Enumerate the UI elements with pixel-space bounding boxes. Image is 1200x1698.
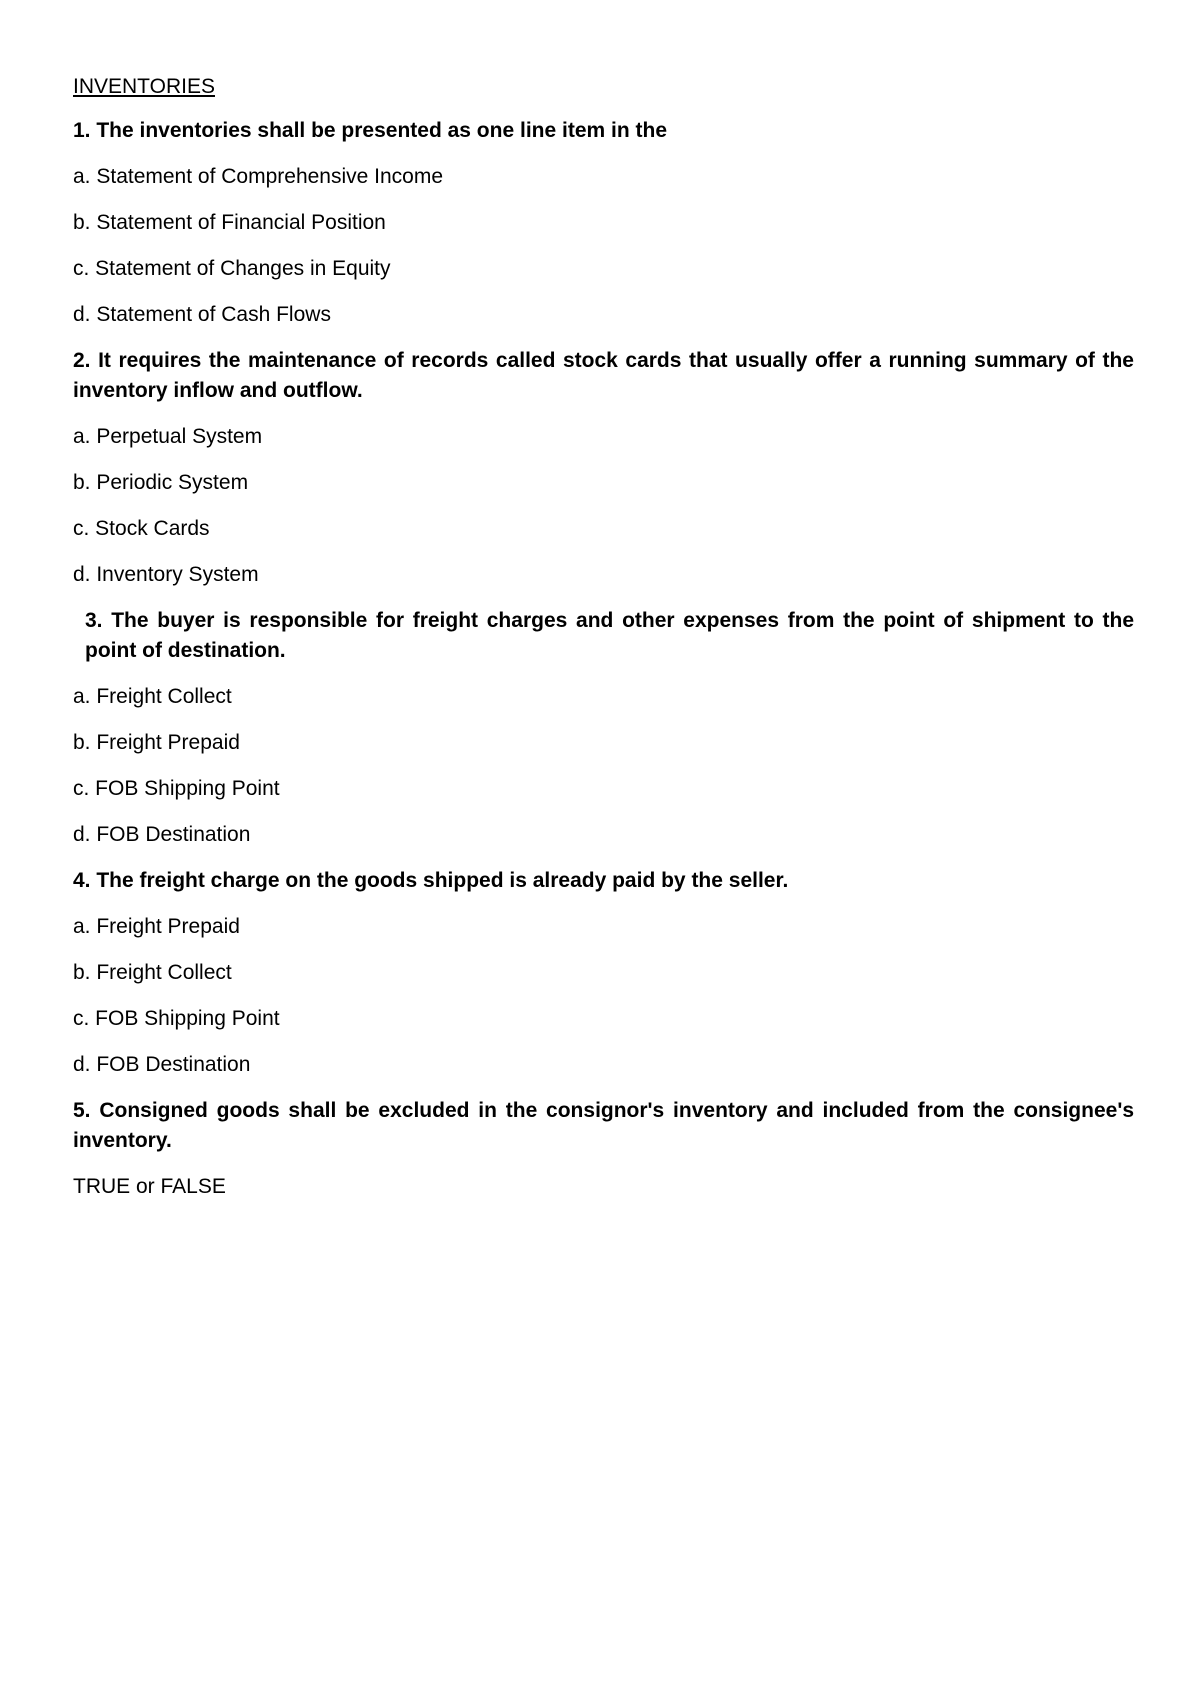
question-2-option-a: a. Perpetual System [73,425,263,448]
question-2: 2. It requires the maintenance of records called stock cards that usually offer a running summary of the inventory inflow and outflow. [73,349,1134,402]
question-3-option-c: c. FOB Shipping Point [73,777,280,800]
question-2-option-c: c. Stock Cards [73,517,210,540]
question-4-option-a: a. Freight Prepaid [73,915,240,938]
question-2-option-d: d. Inventory System [73,563,259,586]
question-3-option-a: a. Freight Collect [73,685,232,708]
question-4-option-c: c. FOB Shipping Point [73,1007,280,1030]
question-1-option-a: a. Statement of Comprehensive Income [73,165,444,188]
question-1-option-d: d. Statement of Cash Flows [73,303,331,326]
question-3: 3. The buyer is responsible for freight charges and other expenses from the point of shipment to the point of destination. [85,609,1134,662]
question-4-option-d: d. FOB Destination [73,1053,251,1076]
question-4-option-b: b. Freight Collect [73,961,232,984]
question-2-option-b: b. Periodic System [73,471,249,494]
question-1-option-b: b. Statement of Financial Position [73,211,386,234]
question-1: 1. The inventories shall be presented as one line item in the [73,119,667,142]
question-3-option-b: b. Freight Prepaid [73,731,240,754]
question-1-option-c: c. Statement of Changes in Equity [73,257,391,280]
question-3-option-d: d. FOB Destination [73,823,251,846]
question-5: 5. Consigned goods shall be excluded in the consignor's inventory and included from the consignee's inventory. [73,1099,1134,1152]
document-content [73,73,1134,1218]
document-title: INVENTORIES [73,75,215,98]
question-5-option-true-false: TRUE or FALSE [73,1175,226,1198]
question-4: 4. The freight charge on the goods shipped is already paid by the seller. [73,869,789,892]
